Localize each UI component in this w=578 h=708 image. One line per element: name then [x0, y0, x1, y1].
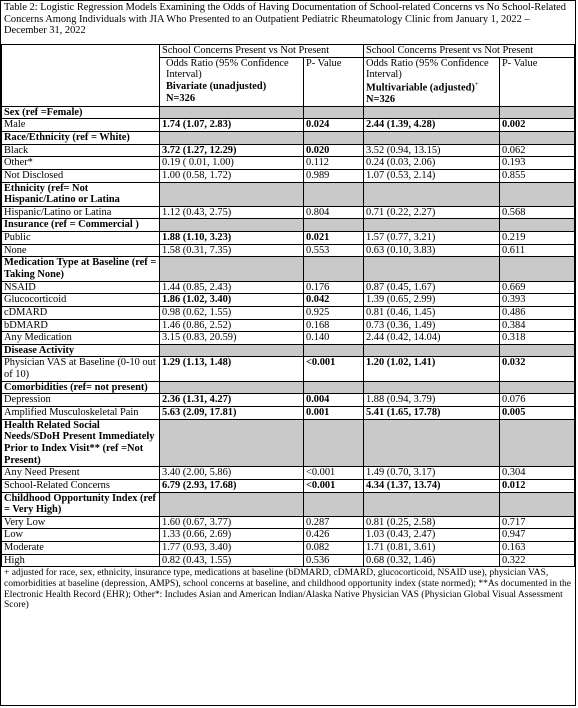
- category-row: [2, 492, 575, 516]
- table-caption: Table 2: Logistic Regression Models Examining the Odds of Having Documentation of School-related Concerns vs No School-Related Concerns Among Individuals with JIA Who Presented to an Outpatient Pediatric Rheumatology Clinic from January 1, 2022 – December 31, 2022: [4, 2, 566, 37]
- category-fill: [364, 257, 500, 281]
- category-fill: [500, 219, 575, 232]
- or-label: Odds Ratio (95% Confidence Interval): [366, 57, 489, 81]
- odds-ratio-multivariable: 1.49 (0.70, 3.17): [364, 467, 500, 480]
- category-label: Ethnicity (ref= Not Hispanic/Latino or Latina: [2, 182, 160, 206]
- p-value-multivariable: 0.322: [500, 554, 575, 567]
- p-value-multivariable: 0.568: [500, 206, 575, 219]
- category-row: [2, 344, 575, 357]
- header-row-groups: [2, 45, 575, 58]
- odds-ratio-multivariable: 0.81 (0.46, 1.45): [364, 306, 500, 319]
- p-value-multivariable: 0.193: [500, 157, 575, 170]
- p-value-bivariate: 0.024: [304, 119, 364, 132]
- odds-ratio-multivariable: 1.88 (0.94, 3.79): [364, 394, 500, 407]
- table-row: [2, 319, 575, 332]
- table-row: [2, 554, 575, 567]
- category-fill: [160, 492, 304, 516]
- category-fill: [304, 106, 364, 119]
- p-value-bivariate: <0.001: [304, 479, 364, 492]
- category-fill: [304, 182, 364, 206]
- category-fill: [160, 344, 304, 357]
- p-value-bivariate: 0.082: [304, 542, 364, 555]
- category-fill: [364, 492, 500, 516]
- odds-ratio-bivariate: 1.88 (1.10, 3.23): [160, 232, 304, 245]
- regression-table: [1, 44, 575, 567]
- row-label: Not Disclosed: [2, 169, 160, 182]
- category-fill: [364, 106, 500, 119]
- odds-ratio-bivariate: 1.33 (0.66, 2.69): [160, 529, 304, 542]
- odds-ratio-bivariate: 1.86 (1.02, 3.40): [160, 294, 304, 307]
- odds-ratio-bivariate: 2.36 (1.31, 4.27): [160, 394, 304, 407]
- row-label: Black: [2, 144, 160, 157]
- row-label: cDMARD: [2, 306, 160, 319]
- odds-ratio-bivariate: 1.74 (1.07, 2.83): [160, 119, 304, 132]
- p-value-bivariate: 0.020: [304, 144, 364, 157]
- category-fill: [500, 419, 575, 467]
- table-row: [2, 467, 575, 480]
- odds-ratio-bivariate: 3.40 (2.00, 5.86): [160, 467, 304, 480]
- table-row: [2, 281, 575, 294]
- row-label: bDMARD: [2, 319, 160, 332]
- header-group-multivariable: School Concerns Present vs Not Present: [364, 45, 575, 58]
- p-value-multivariable: 0.163: [500, 542, 575, 555]
- p-value-multivariable: 0.318: [500, 332, 575, 345]
- category-row: [2, 381, 575, 394]
- odds-ratio-bivariate: 1.46 (0.86, 2.52): [160, 319, 304, 332]
- p-value-bivariate: 0.042: [304, 294, 364, 307]
- header-or-multivariable: [364, 57, 500, 106]
- odds-ratio-multivariable: 1.07 (0.53, 2.14): [364, 169, 500, 182]
- category-label: Race/Ethnicity (ref = White): [2, 131, 160, 144]
- category-label: Insurance (ref = Commercial ): [2, 219, 160, 232]
- odds-ratio-bivariate: 5.63 (2.09, 17.81): [160, 407, 304, 420]
- odds-ratio-bivariate: 1.58 (0.31, 7.35): [160, 244, 304, 257]
- odds-ratio-bivariate: 1.00 (0.58, 1.72): [160, 169, 304, 182]
- p-value-bivariate: 0.004: [304, 394, 364, 407]
- category-fill: [364, 381, 500, 394]
- or-label: Odds Ratio (95% Confidence Interval): [166, 57, 289, 81]
- p-value-multivariable: 0.486: [500, 306, 575, 319]
- model-label: Bivariate (unadjusted): [166, 80, 267, 92]
- n-label: N=326: [166, 92, 196, 104]
- odds-ratio-multivariable: 0.87 (0.45, 1.67): [364, 281, 500, 294]
- category-fill: [500, 131, 575, 144]
- odds-ratio-multivariable: 0.68 (0.32, 1.46): [364, 554, 500, 567]
- row-label: Any Medication: [2, 332, 160, 345]
- p-value-bivariate: 0.001: [304, 407, 364, 420]
- category-fill: [304, 381, 364, 394]
- odds-ratio-multivariable: 4.34 (1.37, 13.74): [364, 479, 500, 492]
- category-fill: [500, 257, 575, 281]
- p-value-multivariable: 0.032: [500, 357, 575, 381]
- category-row: [2, 257, 575, 281]
- odds-ratio-bivariate: 0.82 (0.43, 1.55): [160, 554, 304, 567]
- p-value-bivariate: 0.553: [304, 244, 364, 257]
- row-label: Moderate: [2, 542, 160, 555]
- table-row: [2, 169, 575, 182]
- category-fill: [160, 257, 304, 281]
- category-label: Sex (ref =Female): [2, 106, 160, 119]
- table-row: [2, 407, 575, 420]
- category-fill: [364, 219, 500, 232]
- n-label: N=326: [366, 94, 396, 106]
- odds-ratio-multivariable: 0.71 (0.22, 2.27): [364, 206, 500, 219]
- row-label: Public: [2, 232, 160, 245]
- category-fill: [500, 182, 575, 206]
- p-value-bivariate: 0.176: [304, 281, 364, 294]
- category-fill: [160, 219, 304, 232]
- category-row: [2, 182, 575, 206]
- p-value-bivariate: <0.001: [304, 357, 364, 381]
- table-row: [2, 294, 575, 307]
- p-value-multivariable: 0.855: [500, 169, 575, 182]
- row-label: Any Need Present: [2, 467, 160, 480]
- p-value-multivariable: 0.012: [500, 479, 575, 492]
- odds-ratio-multivariable: 1.57 (0.77, 3.21): [364, 232, 500, 245]
- odds-ratio-multivariable: 5.41 (1.65, 17.78): [364, 407, 500, 420]
- odds-ratio-multivariable: 0.63 (0.10, 3.83): [364, 244, 500, 257]
- odds-ratio-multivariable: 1.39 (0.65, 2.99): [364, 294, 500, 307]
- row-label: Hispanic/Latino or Latina: [2, 206, 160, 219]
- row-label: Physician VAS at Baseline (0-10 out of 10): [2, 357, 160, 381]
- table-row: [2, 529, 575, 542]
- category-label: Comorbidities (ref= not present): [2, 381, 160, 394]
- p-value-multivariable: 0.611: [500, 244, 575, 257]
- odds-ratio-bivariate: 3.72 (1.27, 12.29): [160, 144, 304, 157]
- header-p-bivariate: P- Value: [304, 57, 364, 106]
- p-value-multivariable: 0.384: [500, 319, 575, 332]
- odds-ratio-bivariate: 1.12 (0.43, 2.75): [160, 206, 304, 219]
- p-value-multivariable: 0.393: [500, 294, 575, 307]
- row-label: High: [2, 554, 160, 567]
- category-fill: [304, 344, 364, 357]
- table-row: [2, 157, 575, 170]
- odds-ratio-multivariable: 2.44 (1.39, 4.28): [364, 119, 500, 132]
- odds-ratio-multivariable: 1.20 (1.02, 1.41): [364, 357, 500, 381]
- p-value-bivariate: 0.925: [304, 306, 364, 319]
- category-label: Medication Type at Baseline (ref = Taking None): [2, 257, 160, 281]
- p-value-multivariable: 0.304: [500, 467, 575, 480]
- category-fill: [304, 492, 364, 516]
- category-fill: [364, 182, 500, 206]
- row-label: Male: [2, 119, 160, 132]
- p-value-bivariate: 0.112: [304, 157, 364, 170]
- p-value-multivariable: 0.947: [500, 529, 575, 542]
- category-fill: [364, 344, 500, 357]
- odds-ratio-multivariable: 1.71 (0.81, 3.61): [364, 542, 500, 555]
- category-label: Health Related Social Needs/SDoH Present Immediately Prior to Index Visit** (ref =Not Present): [2, 419, 160, 467]
- odds-ratio-bivariate: 6.79 (2.93, 17.68): [160, 479, 304, 492]
- category-fill: [304, 419, 364, 467]
- p-value-bivariate: <0.001: [304, 467, 364, 480]
- table-row: [2, 232, 575, 245]
- odds-ratio-bivariate: 0.19 ( 0.01, 1.00): [160, 157, 304, 170]
- odds-ratio-multivariable: 1.03 (0.43, 2.47): [364, 529, 500, 542]
- p-value-bivariate: 0.287: [304, 516, 364, 529]
- table-row: [2, 206, 575, 219]
- category-fill: [160, 131, 304, 144]
- category-label: Childhood Opportunity Index (ref = Very High): [2, 492, 160, 516]
- category-fill: [364, 131, 500, 144]
- table-row: [2, 357, 575, 381]
- p-value-multivariable: 0.062: [500, 144, 575, 157]
- table-row: [2, 306, 575, 319]
- category-fill: [304, 257, 364, 281]
- row-label: NSAID: [2, 281, 160, 294]
- p-value-bivariate: 0.989: [304, 169, 364, 182]
- category-row: [2, 131, 575, 144]
- header-group-bivariate: School Concerns Present vs Not Present: [160, 45, 364, 58]
- row-label: School-Related Concerns: [2, 479, 160, 492]
- odds-ratio-bivariate: 0.98 (0.62, 1.55): [160, 306, 304, 319]
- category-fill: [500, 381, 575, 394]
- header-blank: [2, 45, 160, 107]
- table-row: [2, 119, 575, 132]
- table-row: [2, 394, 575, 407]
- row-label: Low: [2, 529, 160, 542]
- p-value-bivariate: 0.536: [304, 554, 364, 567]
- p-value-bivariate: 0.140: [304, 332, 364, 345]
- category-fill: [304, 219, 364, 232]
- row-label: Depression: [2, 394, 160, 407]
- p-value-multivariable: 0.076: [500, 394, 575, 407]
- category-fill: [500, 344, 575, 357]
- table-row: [2, 542, 575, 555]
- header-or-bivariate: [160, 57, 304, 106]
- p-value-bivariate: 0.804: [304, 206, 364, 219]
- odds-ratio-multivariable: 0.73 (0.36, 1.49): [364, 319, 500, 332]
- p-value-multivariable: 0.002: [500, 119, 575, 132]
- p-value-multivariable: 0.005: [500, 407, 575, 420]
- row-label: Other*: [2, 157, 160, 170]
- category-fill: [160, 381, 304, 394]
- odds-ratio-bivariate: 1.29 (1.13, 1.48): [160, 357, 304, 381]
- model-label: Multivariable (adjusted): [366, 82, 475, 94]
- odds-ratio-bivariate: 1.77 (0.93, 3.40): [160, 542, 304, 555]
- row-label: Glucocorticoid: [2, 294, 160, 307]
- table-row: [2, 244, 575, 257]
- odds-ratio-bivariate: 1.44 (0.85, 2.43): [160, 281, 304, 294]
- odds-ratio-bivariate: 3.15 (0.83, 20.59): [160, 332, 304, 345]
- odds-ratio-bivariate: 1.60 (0.67, 3.77): [160, 516, 304, 529]
- category-fill: [364, 419, 500, 467]
- row-label: None: [2, 244, 160, 257]
- table-row: [2, 479, 575, 492]
- table-footnote: + adjusted for race, sex, ethnicity, insurance type, medications at baseline (bDMARD, cDMARD, glucocorticoid, NSAID use), physician VAS, comorbidities at baseline (depression, AMPS), school concerns at baseline, and childhood opportunity index (state normed); **As documented in the Electronic Health Record (EHR); Other*: Includes Asian and American Indian/Alaska Native Physician VAS (Physician Global Visual Assessment Score): [4, 568, 571, 611]
- category-label: Disease Activity: [2, 344, 160, 357]
- category-row: [2, 419, 575, 467]
- row-label: Very Low: [2, 516, 160, 529]
- category-row: [2, 106, 575, 119]
- p-value-multivariable: 0.717: [500, 516, 575, 529]
- category-fill: [160, 182, 304, 206]
- category-fill: [500, 106, 575, 119]
- table-row: [2, 516, 575, 529]
- p-value-bivariate: 0.168: [304, 319, 364, 332]
- p-value-bivariate: 0.426: [304, 529, 364, 542]
- odds-ratio-multivariable: 0.81 (0.25, 2.58): [364, 516, 500, 529]
- table-row: [2, 332, 575, 345]
- p-value-multivariable: 0.669: [500, 281, 575, 294]
- p-value-multivariable: 0.219: [500, 232, 575, 245]
- header-p-multivariable: P- Value: [500, 57, 575, 106]
- row-label: Amplified Musculoskeletal Pain: [2, 407, 160, 420]
- category-fill: [500, 492, 575, 516]
- category-row: [2, 219, 575, 232]
- odds-ratio-multivariable: 0.24 (0.03, 2.06): [364, 157, 500, 170]
- p-value-bivariate: 0.021: [304, 232, 364, 245]
- table-row: [2, 144, 575, 157]
- odds-ratio-multivariable: 2.44 (0.42, 14.04): [364, 332, 500, 345]
- category-fill: [160, 106, 304, 119]
- category-fill: [304, 131, 364, 144]
- odds-ratio-multivariable: 3.52 (0.94, 13.15): [364, 144, 500, 157]
- adjusted-marker: +: [474, 79, 479, 88]
- category-fill: [160, 419, 304, 467]
